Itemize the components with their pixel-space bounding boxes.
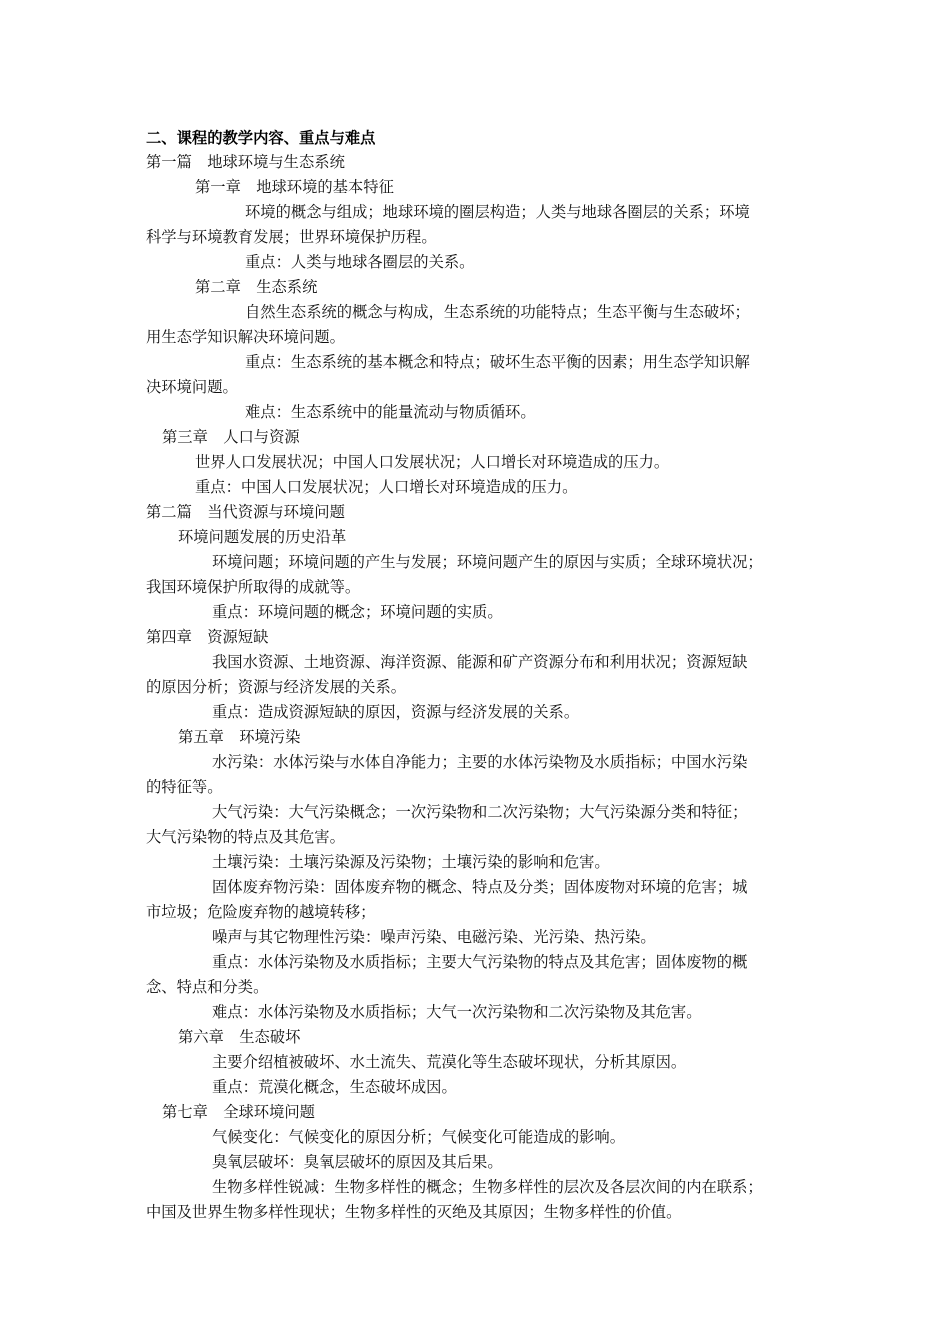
air-pollution: 大气污染：大气污染概念；一次污染物和二次污染物；大气污染源分类和特征； bbox=[212, 803, 748, 821]
biodiversity-loss-cont: 中国及世界生物多样性现状；生物多样性的灭绝及其原因；生物多样性的价值。 bbox=[146, 1203, 682, 1221]
chapter-5-key-points: 重点：水体污染物及水质指标；主要大气污染物的特点及其危害；固体废物的概 bbox=[212, 953, 748, 971]
chapter-1-key-points: 重点：人类与地球各圈层的关系。 bbox=[245, 253, 475, 271]
chapter-2-content: 自然生态系统的概念与构成，生态系统的功能特点；生态平衡与生态破坏； bbox=[245, 303, 750, 321]
chapter-3-content: 世界人口发展状况；中国人口发展状况；人口增长对环境造成的压力。 bbox=[195, 453, 670, 471]
chapter-2-difficulties: 难点：生态系统中的能量流动与物质循环。 bbox=[245, 403, 536, 421]
chapter-2-key-points: 重点：生态系统的基本概念和特点；破坏生态平衡的因素；用生态学知识解 bbox=[245, 353, 750, 371]
water-pollution-cont: 的特征等。 bbox=[146, 778, 223, 796]
chapter-5-key-points-cont: 念、特点和分类。 bbox=[146, 978, 269, 996]
chapter-1-content: 环境的概念与组成；地球环境的圈层构造；人类与地球各圈层的关系；环境 bbox=[245, 203, 750, 221]
chapter-4-title: 第四章 资源短缺 bbox=[146, 628, 269, 646]
chapter-4-key-points: 重点：造成资源短缺的原因，资源与经济发展的关系。 bbox=[212, 703, 580, 721]
chapter-6-title: 第六章 生态破坏 bbox=[178, 1028, 301, 1046]
chapter-2-content-cont: 用生态学知识解决环境问题。 bbox=[146, 328, 345, 346]
chapter-6-key-points: 重点：荒漠化概念，生态破坏成因。 bbox=[212, 1078, 457, 1096]
history-content: 环境问题；环境问题的产生与发展；环境问题产生的原因与实质；全球环境状况； bbox=[212, 553, 763, 571]
chapter-1-content-cont: 科学与环境教育发展；世界环境保护历程。 bbox=[146, 228, 437, 246]
noise-pollution: 噪声与其它物理性污染：噪声污染、电磁污染、光污染、热污染。 bbox=[212, 928, 656, 946]
chapter-2-title: 第二章 生态系统 bbox=[195, 278, 318, 296]
water-pollution: 水污染：水体污染与水体自净能力；主要的水体污染物及水质指标；中国水污染 bbox=[212, 753, 748, 771]
section-title: 二、课程的教学内容、重点与难点 bbox=[146, 129, 376, 147]
chapter-5-difficulties: 难点：水体污染物及水质指标；大气一次污染物和二次污染物及其危害。 bbox=[212, 1003, 702, 1021]
climate-change: 气候变化：气候变化的原因分析；气候变化可能造成的影响。 bbox=[212, 1128, 626, 1146]
history-title: 环境问题发展的历史沿革 bbox=[178, 528, 347, 546]
chapter-4-content: 我国水资源、土地资源、海洋资源、能源和矿产资源分布和利用状况；资源短缺 bbox=[212, 653, 748, 671]
part-1-title: 第一篇 地球环境与生态系统 bbox=[146, 153, 345, 171]
biodiversity-loss: 生物多样性锐减：生物多样性的概念；生物多样性的层次及各层次间的内在联系； bbox=[212, 1178, 763, 1196]
history-key-points: 重点：环境问题的概念；环境问题的实质。 bbox=[212, 603, 503, 621]
air-pollution-cont: 大气污染物的特点及其危害。 bbox=[146, 828, 345, 846]
chapter-7-title: 第七章 全球环境问题 bbox=[162, 1103, 315, 1121]
part-2-title: 第二篇 当代资源与环境问题 bbox=[146, 503, 345, 521]
chapter-2-key-points-cont: 决环境问题。 bbox=[146, 378, 238, 396]
chapter-5-title: 第五章 环境污染 bbox=[178, 728, 301, 746]
solid-waste-pollution: 固体废弃物污染：固体废弃物的概念、特点及分类；固体废物对环境的危害；城 bbox=[212, 878, 748, 896]
chapter-3-title: 第三章 人口与资源 bbox=[162, 428, 300, 446]
soil-pollution: 土壤污染：土壤污染源及污染物；土壤污染的影响和危害。 bbox=[212, 853, 610, 871]
chapter-1-title: 第一章 地球环境的基本特征 bbox=[195, 178, 394, 196]
ozone-depletion: 臭氧层破坏：臭氧层破坏的原因及其后果。 bbox=[212, 1153, 503, 1171]
chapter-4-content-cont: 的原因分析；资源与经济发展的关系。 bbox=[146, 678, 407, 696]
history-content-cont: 我国环境保护所取得的成就等。 bbox=[146, 578, 361, 596]
chapter-6-content: 主要介绍植被破坏、水土流失、荒漠化等生态破坏现状，分析其原因。 bbox=[212, 1053, 687, 1071]
chapter-3-key-points: 重点：中国人口发展状况；人口增长对环境造成的压力。 bbox=[195, 478, 578, 496]
solid-waste-pollution-cont: 市垃圾；危险废弃物的越境转移； bbox=[146, 903, 376, 921]
